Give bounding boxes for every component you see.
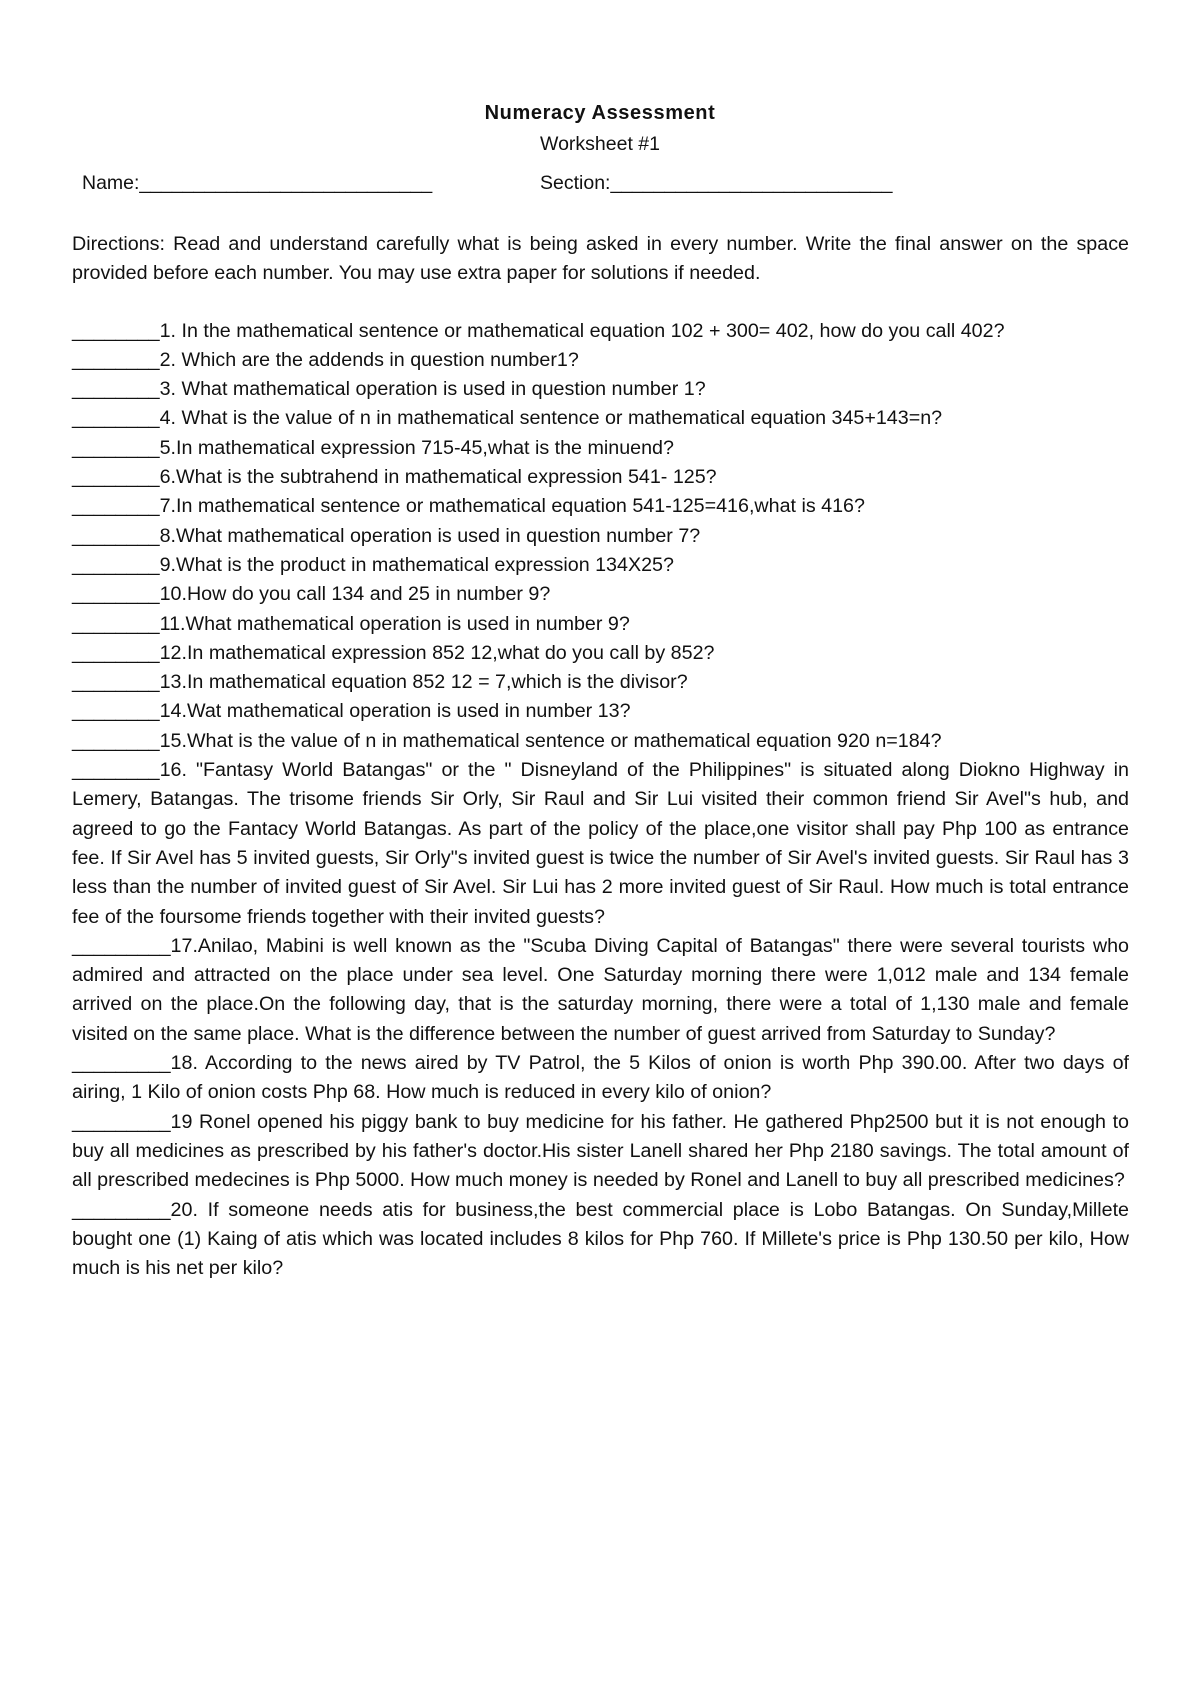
question-10: ________10.How do you call 134 and 25 in number 9? (72, 583, 551, 606)
question-13: ________13.In mathematical equation 852 12 = 7,which is the divisor? (72, 671, 688, 694)
question-7: ________7.In mathematical sentence or mathematical equation 541-125=416,what is 416? (72, 495, 865, 518)
question-20: _________20. If someone needs atis for business,the best commercial place is Lobo Batangas. On Sunday,Millete bought one (1) Kaing of atis which was located includes 8 kilos for Php 760. If Millete's price is Php 130.50 per kilo, How much is his net per kilo? (72, 1198, 1129, 1280)
directions-text: Directions: Read and understand carefully what is being asked in every number. Write the final answer on the space provided before each number. You may use extra paper for solutions if needed. (72, 233, 1129, 285)
worksheet-content (72, 230, 1129, 1283)
question-16: ________16. "Fantasy World Batangas" or the " Disneyland of the Philippines" is situated along Diokno Highway in Lemery, Batangas. The trisome friends Sir Orly, Sir Raul and Sir Lui visited their common friend Sir Avel"s hub, and agreed to go the Fantacy World Batangas. As part of the policy of the place,one visitor shall pay Php 100 as entrance fee. If Sir Avel has 5 invited guests, Sir Orly"s invited guest is twice the number of Sir Avel's invited guests. Sir Raul has 3 less than the number of invited guest of Sir Avel. Sir Lui has 2 more invited guest of Sir Raul. How much is total entrance fee of the foursome friends together with their invited guests? (72, 759, 1129, 928)
question-17: _________17.Anilao, Mabini is well known as the "Scuba Diving Capital of Batangas" there were several tourists who admired and attracted on the place under sea level. One Saturday morning there were 1,012 male and 134 female arrived on the place.On the following day, that is the saturday morning, there were a total of 1,130 male and female visited on the same place. What is the difference between the number of guest arrived from Saturday to Sunday? (72, 934, 1129, 1045)
question-9: ________9.What is the product in mathematical expression 134X25? (72, 553, 674, 576)
question-15: ________15.What is the value of n in mathematical sentence or mathematical equation 920 n=184? (72, 729, 942, 752)
question-19: _________19 Ronel opened his piggy bank to buy medicine for his father. He gathered Php2500 but it is not enough to buy all medicines as prescribed by his father's doctor.His sister Lanell shared her Php 2180 savings. The total amount of all prescribed medecines is Php 5000. How much money is needed by Ronel and Lanell to buy all prescribed medicines? (72, 1110, 1129, 1192)
worksheet-subtitle: Worksheet #1 (540, 133, 660, 155)
question-14: ________14.Wat mathematical operation is used in number 13? (72, 700, 631, 723)
worksheet-title: Numeracy Assessment (484, 102, 716, 124)
question-4: ________4. What is the value of n in mathematical sentence or mathematical equation 345+143=n? (72, 407, 943, 430)
question-18: _________18. According to the news aired by TV Patrol, the 5 Kilos of onion is worth Php 390.00. After two days of airing, 1 Kilo of onion costs Php 68. How much is reduced in every kilo of onion? (72, 1052, 1129, 1104)
section-field: Section:__________________________ (540, 172, 893, 194)
question-11: ________11.What mathematical operation is used in number 9? (72, 612, 630, 635)
question-5: ________5.In mathematical expression 715-45,what is the minuend? (72, 436, 674, 459)
question-2: ________2. Which are the addends in question number1? (72, 348, 579, 371)
question-3: ________3. What mathematical operation is used in question number 1? (72, 378, 706, 401)
question-8: ________8.What mathematical operation is used in question number 7? (72, 524, 701, 547)
question-6: ________6.What is the subtrahend in mathematical expression 541- 125? (72, 466, 717, 489)
question-12: ________12.In mathematical expression 852 12,what do you call by 852? (72, 641, 715, 664)
name-field: Name:___________________________ (82, 172, 433, 194)
question-1: ________1. In the mathematical sentence or mathematical equation 102 + 300= 402, how do you call 402? (72, 319, 1005, 342)
